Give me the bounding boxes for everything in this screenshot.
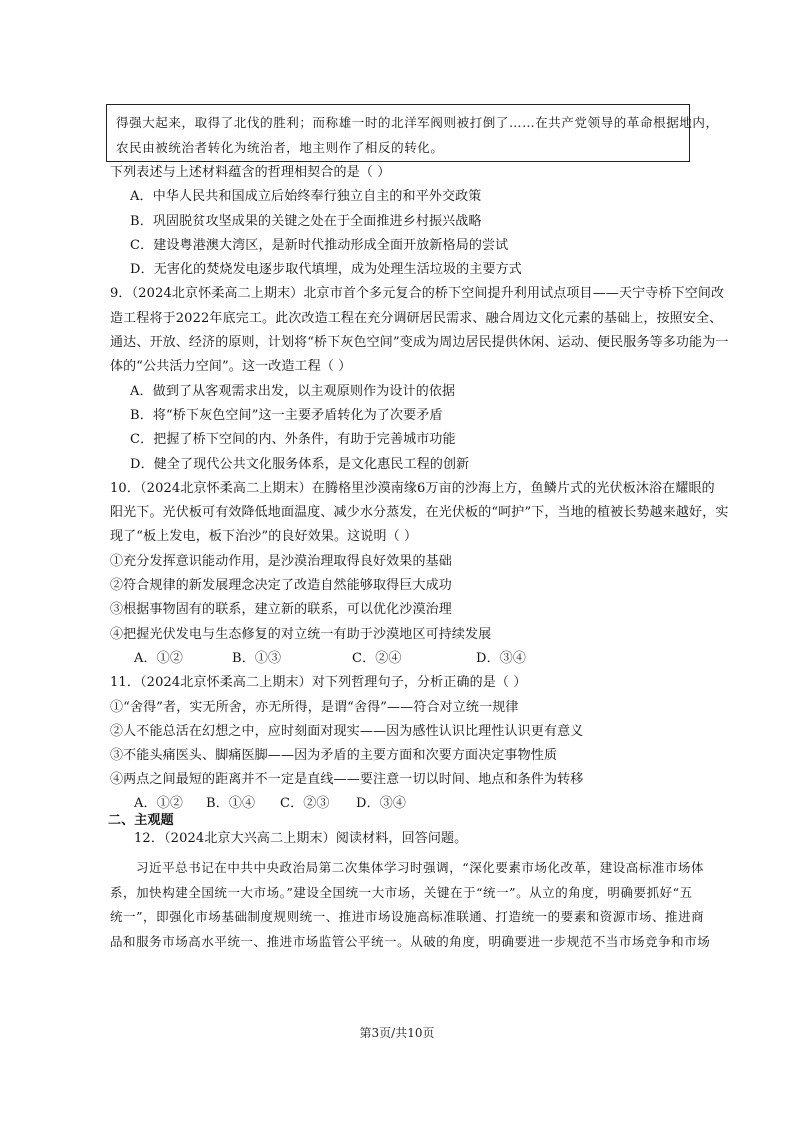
material-box bbox=[106, 104, 719, 162]
question-10 bbox=[110, 477, 729, 671]
q10-choice-a: A．①② bbox=[134, 650, 183, 666]
q12-stem: 12．（2024北京大兴高二上期末）阅读材料，回答问题。 bbox=[134, 830, 468, 846]
q11-choice-a: A．①② bbox=[134, 795, 183, 811]
q9-stem-line: 造工程将于2022年底完工。此次改造工程在充分调研居民需求、融合周边文化元素的基础上，按照安全、 bbox=[110, 310, 723, 326]
q10-item: ②符合规律的新发展理念决定了改造自然能够取得巨大成功 bbox=[110, 578, 452, 594]
q11-item: ③不能头痛医头、脚痛医脚——因为矛盾的主要方面和次要方面决定事物性质 bbox=[110, 748, 558, 764]
q9-option-c: C．把握了桥下空间的内、外条件，有助于完善城市功能 bbox=[130, 432, 456, 448]
question-11 bbox=[110, 671, 690, 813]
q11-item: ①“舍得”者，实无所舍，亦无所得，是谓“舍得”——符合对立统一规律 bbox=[110, 699, 519, 715]
q11-item: ②人不能总活在幻想之中，应时刻面对现实——因为感性认识比理性认识更有意义 bbox=[110, 723, 584, 739]
q9-stem-line: 通达、开放、经济的原则，计划将“桥下灰色空间”变成为周边居民提供休闲、运动、便民服务等多功能为一 bbox=[110, 335, 729, 351]
q10-stem-line: 10．（2024北京怀柔高二上期末）在腾格里沙漠南缘6万亩的沙海上方，鱼鳞片式的光伏板沐浴在耀眼的 bbox=[110, 480, 715, 496]
q9-stem-line: 9．（2024北京怀柔高二上期末）北京市首个多元复合的桥下空间提升利用试点项目——天宁寺桥下空间改 bbox=[110, 286, 725, 302]
question-content bbox=[108, 161, 729, 955]
q11-stem: 11．（2024北京怀柔高二上期末）对下列哲理句子，分析正确的是（ ） bbox=[110, 675, 527, 691]
material-line: 得强大起来，取得了北伐的胜利；而称雄一时的北洋军阀则被打倒了……在共产党领导的革命根据地内， bbox=[116, 115, 719, 130]
material-line: 农民由被统治者转化为统治者，地主则作了相反的转化。 bbox=[116, 140, 444, 155]
q9-option-d: D．健全了现代公共文化服务体系，是文化惠民工程的创新 bbox=[130, 456, 470, 472]
q11-choice-b: B．①④ bbox=[206, 795, 256, 811]
q9-option-b: B．将“桥下灰色空间”这一主要矛盾转化为了次要矛盾 bbox=[130, 407, 443, 423]
question-8 bbox=[110, 161, 690, 282]
question-12 bbox=[110, 828, 711, 955]
q10-stem-line: 现了“板上发电，板下治沙”的良好效果。这说明（ ） bbox=[110, 529, 418, 545]
q9-option-a: A．做到了从客观需求出发，以主观原则作为设计的依据 bbox=[130, 383, 456, 399]
q8-option-b: B．巩固脱贫攻坚成果的关键之处在于全面推进乡村振兴战略 bbox=[130, 213, 482, 229]
q11-choice-d: D．③④ bbox=[356, 795, 407, 811]
q10-choice-d: D．③④ bbox=[476, 650, 527, 666]
q10-choice-c: C．②④ bbox=[352, 650, 402, 666]
q10-item: ④把握光伏发电与生态修复的对立统一有助于沙漠地区可持续发展 bbox=[110, 626, 492, 642]
q10-choices bbox=[110, 647, 690, 671]
section-heading: 二、主观题 bbox=[108, 812, 174, 828]
q8-option-d: D．无害化的焚烧发电逐步取代填埋，成为处理生活垃圾的主要方式 bbox=[130, 262, 522, 278]
question-9 bbox=[110, 282, 729, 476]
q10-item: ①充分发挥意识能动作用，是沙漠治理取得良好效果的基础 bbox=[110, 553, 452, 569]
q11-choices bbox=[110, 793, 690, 814]
q11-choice-c: C．②③ bbox=[280, 795, 330, 811]
q12-material-line: 品和服务市场高水平统一、推进市场监管公平统一。从破的角度，明确要进一步规范不当市场竞争和市场 bbox=[110, 934, 711, 950]
q12-material-line: 统一”，即强化市场基础制度规则统一、推进市场设施高标准联通、打造统一的要素和资源市场、推进商 bbox=[110, 909, 705, 925]
q12-material-line: 习近平总书记在中共中央政治局第二次集体学习时强调，“深化要素市场化改革，建设高标准市场体 bbox=[136, 859, 705, 875]
page-number: 第3页/共10页 bbox=[359, 1026, 435, 1040]
q8-option-a: A．中华人民共和国成立后始终奉行独立自主的和平外交政策 bbox=[130, 189, 482, 205]
q10-stem-line: 阳光下。光伏板可有效降低地面温度、减少水分蒸发，在光伏板的“呵护”下，当地的植被长势越来越好，实 bbox=[110, 505, 729, 521]
q8-option-c: C．建设粤港澳大湾区，是新时代推动形成全面开放新格局的尝试 bbox=[130, 237, 509, 253]
q12-material-line: 系，加快构建全国统一大市场。”建设全国统一大市场，关键在于“统一”。从立的角度，明确要抓好“五 bbox=[110, 884, 693, 900]
q11-item: ④两点之间最短的距离并不一定是直线——要注意一切以时间、地点和条件为转移 bbox=[110, 772, 584, 788]
q10-choice-b: B．①③ bbox=[232, 650, 282, 666]
q9-stem-line: 体的“公共活力空间”。这一改造工程（ ） bbox=[110, 359, 352, 375]
q8-stem: 下列表述与上述材料蕴含的哲理相契合的是（ ） bbox=[110, 165, 391, 180]
q10-item: ③根据事物固有的联系，建立新的联系，可以优化沙漠治理 bbox=[110, 602, 452, 618]
